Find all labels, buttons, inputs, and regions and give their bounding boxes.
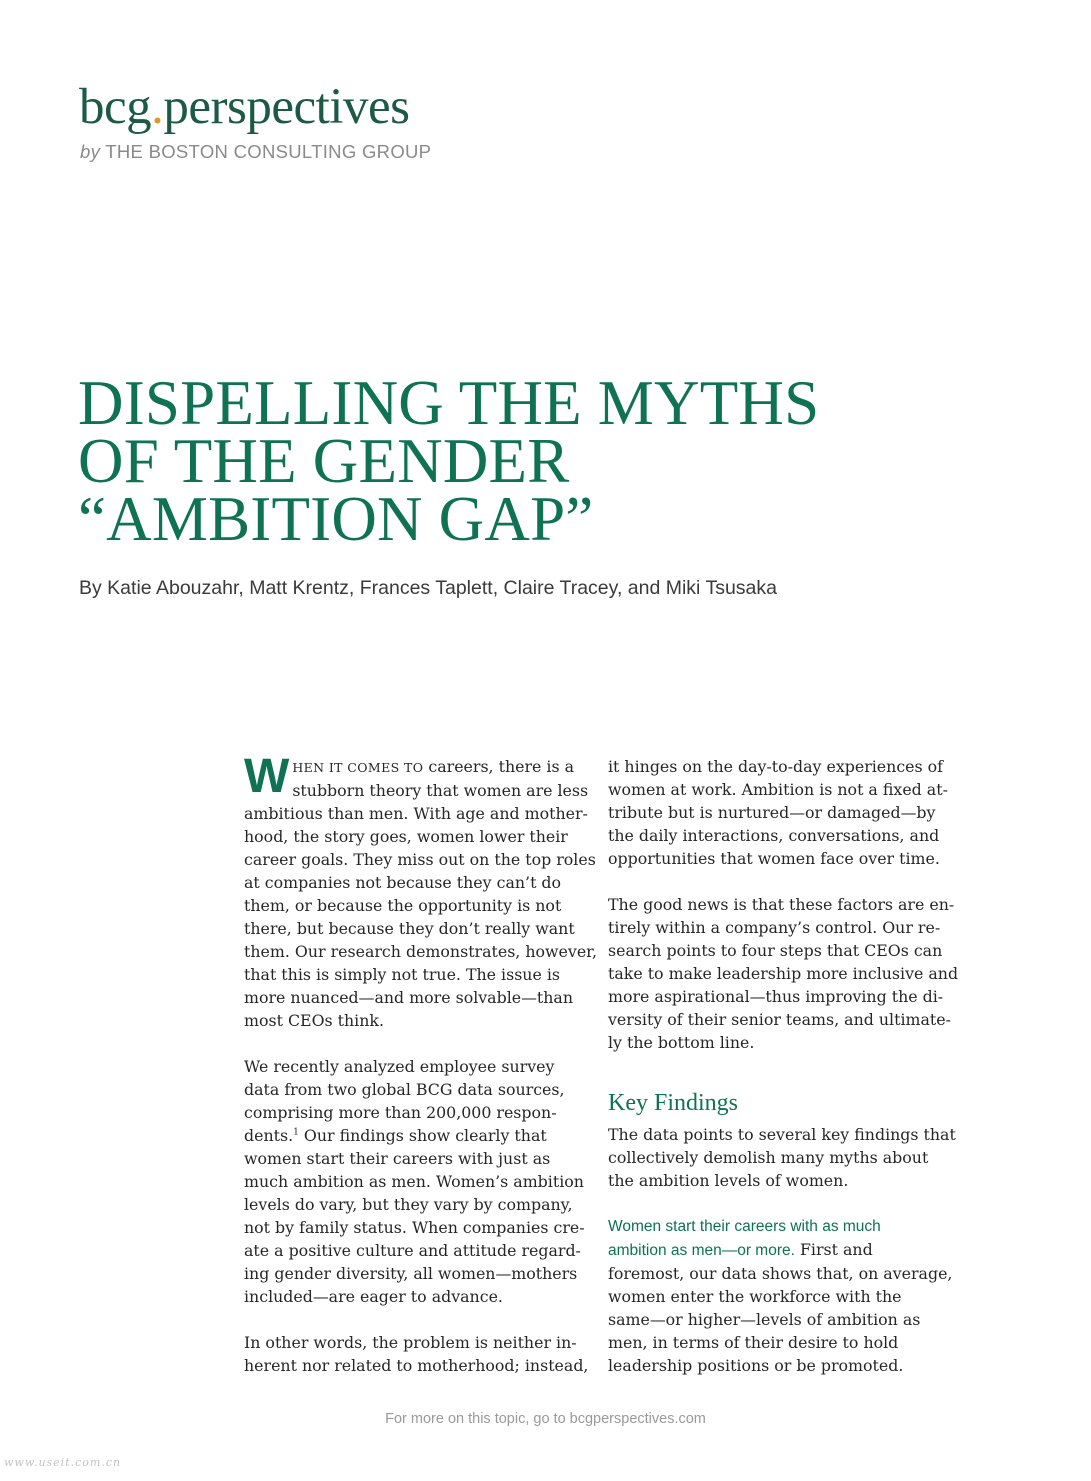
text-line: foremost, our data shows that, on average,	[608, 1264, 953, 1283]
body-column-right	[608, 755, 959, 1400]
text-line: career goals. They miss out on the top roles	[244, 850, 596, 869]
text-line: ly the bottom line.	[608, 1033, 755, 1052]
text-line: ambitious than men. With age and mother-	[244, 804, 588, 823]
section-heading-key-findings: Key Findings	[608, 1090, 739, 1116]
lead-in-line: ambition as men—or more.	[608, 1242, 795, 1259]
text-line: comprising more than 200,000 respon-	[244, 1103, 557, 1122]
title-line-2: OF THE GENDER	[78, 426, 570, 496]
text-line: same—or higher—levels of ambition as	[608, 1310, 921, 1329]
text-line: that this is simply not true. The issue is	[244, 965, 561, 984]
text-line: We recently analyzed employee survey	[244, 1057, 555, 1076]
text-line: included—are eager to advance.	[244, 1287, 503, 1306]
logo-suffix: perspectives	[163, 79, 410, 135]
paragraph-good-news	[608, 893, 959, 1054]
logo-by: by	[80, 141, 101, 162]
page-title	[78, 368, 820, 554]
footer-link-text: For more on this topic, go to bcgperspectives.com	[385, 1411, 706, 1427]
text-line: ate a positive culture and attitude regard-	[244, 1241, 581, 1260]
logo-dot: .	[151, 79, 164, 135]
text-line: collectively demolish many myths about	[608, 1148, 929, 1167]
text-fragment: dents.	[244, 1126, 294, 1145]
paragraph-key-findings	[608, 1123, 956, 1192]
text-line: most CEOs think.	[244, 1011, 385, 1030]
text-line: tribute but is nurtured—or damaged—by	[608, 803, 936, 822]
text-line: women start their careers with just as	[244, 1149, 551, 1168]
title-line-1: DISPELLING THE MYTHS	[78, 368, 820, 438]
logo-byline	[80, 141, 431, 163]
text-line: herent nor related to motherhood; instead,	[244, 1356, 589, 1375]
text-line: hood, the story goes, women lower their	[244, 827, 568, 846]
text-line: versity of their senior teams, and ultimate-	[608, 1010, 951, 1029]
text-line: them. Our research demonstrates, however,	[244, 942, 598, 961]
text-line: ing gender diversity, all women—mothers	[244, 1264, 578, 1283]
text-line: at companies not because they can’t do	[244, 873, 562, 892]
text-line: women at work. Ambition is not a fixed at-	[608, 780, 948, 799]
text-line: more aspirational—thus improving the di-	[608, 987, 944, 1006]
smallcaps-lead: HEN IT COMES TO	[292, 760, 424, 775]
text-line: it hinges on the day-to-day experiences of	[608, 757, 943, 776]
text-line: In other words, the problem is neither in-	[244, 1333, 577, 1352]
watermark: www.useit.com.cn	[4, 1456, 122, 1469]
bcg-perspectives-logo	[79, 79, 410, 135]
text-line: opportunities that women face over time.	[608, 849, 940, 868]
text-line: stubborn theory that women are less	[292, 781, 589, 800]
text-line: leadership positions or be promoted.	[608, 1356, 904, 1375]
paragraph-other-words	[244, 1331, 589, 1377]
text-line: tirely within a company’s control. Our re-	[608, 918, 941, 937]
intro-paragraph	[244, 750, 598, 1032]
text-line: The good news is that these factors are en-	[608, 895, 955, 914]
drop-cap: W	[244, 750, 290, 803]
text-fragment: First and	[794, 1240, 873, 1259]
text-line: the ambition levels of women.	[608, 1171, 849, 1190]
text-line: take to make leadership more inclusive and	[608, 964, 959, 983]
text-line: women enter the workforce with the	[608, 1287, 902, 1306]
logo-prefix: bcg	[79, 79, 152, 135]
lead-in-line: Women start their careers with as much	[608, 1218, 881, 1235]
text-line: The data points to several key findings that	[608, 1125, 956, 1144]
paragraph-day-to-day	[608, 755, 956, 870]
text-line: more nuanced—and more solvable—than	[244, 988, 574, 1007]
text-line: there, but because they don’t really want	[244, 919, 575, 938]
text-line: not by family status. When companies cre-	[244, 1218, 585, 1237]
title-line-3: “AMBITION GAP”	[78, 484, 594, 554]
paragraph-survey	[244, 1055, 586, 1308]
body-column-left	[244, 750, 598, 1400]
paragraph-women-start	[608, 1215, 956, 1377]
footnote-ref: 1	[293, 1127, 299, 1138]
authors-line: By Katie Abouzahr, Matt Krentz, Frances Taplett, Claire Tracey, and Miki Tsusaka	[79, 577, 777, 599]
text-line: careers, there is a	[423, 757, 574, 776]
text-line: men, in terms of their desire to hold	[608, 1333, 899, 1352]
text-line: levels do vary, but they vary by company,	[244, 1195, 573, 1214]
text-line: search points to four steps that CEOs can	[608, 941, 943, 960]
text-line: data from two global BCG data sources,	[244, 1080, 565, 1099]
text-line: the daily interactions, conversations, and	[608, 826, 940, 845]
text-line: much ambition as men. Women’s ambition	[244, 1172, 584, 1191]
logo-org: THE BOSTON CONSULTING GROUP	[105, 141, 432, 162]
text-line: them, or because the opportunity is not	[244, 896, 562, 915]
text-fragment: Our findings show clearly that	[298, 1126, 547, 1145]
